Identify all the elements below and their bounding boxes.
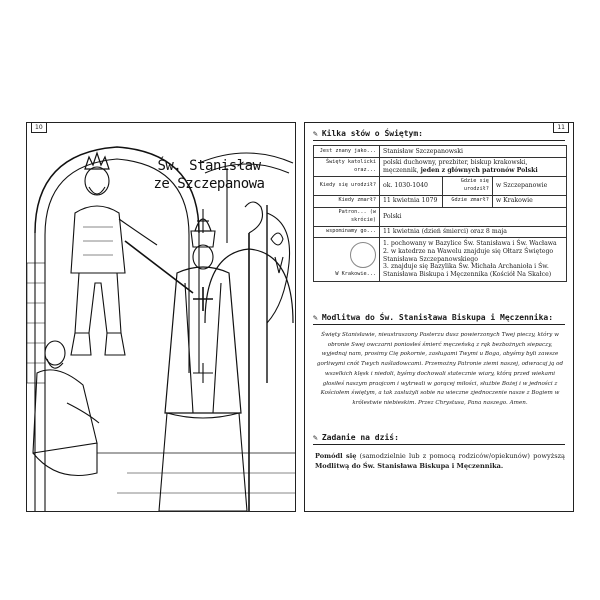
krakow-item-3: 3. znajduje się Bazylika Św. Michała Archanioła i Św. Stanisława Biskupa i Męczennika (Kościół Na Skałce) bbox=[383, 263, 552, 278]
krakow-value bbox=[380, 238, 567, 281]
krakow-item-2: 2. w katedrze na Wawelu znajduje się Ołtarz Świętego Stanisława Szczepanowskiego bbox=[383, 248, 554, 263]
remembered-label: wspominamy go... bbox=[314, 226, 380, 238]
table-row bbox=[314, 207, 567, 226]
pen-icon: ✎ bbox=[313, 433, 318, 442]
krakow-label bbox=[314, 238, 380, 281]
died-when-label: Kiedy zmarł? bbox=[314, 195, 380, 207]
saint-title-line1: Św. Stanisław bbox=[157, 158, 261, 174]
name-value: Stanisław Szczepanowski bbox=[380, 146, 567, 158]
table-row bbox=[314, 195, 567, 207]
saint-title-line2: ze Szczepanowa bbox=[153, 176, 265, 192]
krakow-label-text: W Krakowie... bbox=[335, 271, 376, 278]
catholic-label: Święty katolicki oraz... bbox=[314, 157, 380, 176]
catholic-value-text: polski duchowny, prezbiter, biskup krakowski, męczennik, bbox=[383, 159, 528, 174]
saint-title bbox=[139, 157, 279, 193]
task-bold-1: Pomódl się bbox=[315, 452, 357, 460]
table-row bbox=[314, 238, 567, 281]
name-label: Jest znany jako... bbox=[314, 146, 380, 158]
table-row bbox=[314, 226, 567, 238]
page-number-left: 10 bbox=[31, 122, 47, 133]
header-info-text: Kilka słów o Świętym: bbox=[321, 129, 423, 138]
table-row bbox=[314, 176, 567, 195]
header-info bbox=[313, 127, 565, 141]
task-body: (samodzielnie lub z pomocą rodziców/opiekunów) powyższą bbox=[356, 452, 565, 460]
prayer-text: Święty Stanisławie, nieustraszony Pasterzu dusz powierzonych Twej pieczy, który w obronie Swej owczarni poniosłeś śmierć męczeńską z rąk bezbożnych siepaczy, wyjednaj nam, prosimy Cię pokornie, zasługami Twymi u Boga, abyśmy byli zawsze gorliwymi cnót Twych naśladowcami. Przemożny Patronie ziemi naszej, odwracaj ją od wszelkich klęsk i niedoli, byśmy dochowali statecznie wiary, którą przed wiekami głosiłeś naszym praojcom i wytrwali w gorącej miłości, służbie Bożej i w jedności z Kościołem świętym, a tak zasłużyli sobie na wieczne zjednoczenie nasze z Bogiem w królestwie niebieskim. Przez Chrystusa, Pana naszego. Amen. bbox=[316, 332, 564, 406]
task-bold-2: Modlitwą do Św. Stanisława Biskupa i Męczennika. bbox=[315, 462, 504, 470]
header-prayer-text: Modlitwa do Św. Stanisława Biskupa i Męczennika: bbox=[321, 313, 554, 322]
died-when-value: 11 kwietnia 1079 bbox=[380, 195, 443, 207]
remembered-value: 11 kwietnia (dzień śmierci) oraz 8 maja bbox=[380, 226, 567, 238]
krakow-item-1: 1. pochowany w Bazylice Św. Stanisława i Św. Wacława bbox=[383, 240, 557, 248]
table-row bbox=[314, 146, 567, 158]
header-task bbox=[313, 431, 565, 445]
pen-icon: ✎ bbox=[313, 129, 318, 138]
header-task-text: Zadanie na dziś: bbox=[321, 433, 399, 442]
page-number-right: 11 bbox=[553, 122, 569, 133]
patron-value: Polski bbox=[380, 207, 567, 226]
born-when-label: Kiedy się urodził? bbox=[314, 176, 380, 195]
catholic-value bbox=[380, 157, 567, 176]
born-where-value: w Szczepanowie bbox=[492, 176, 566, 195]
stamp-icon bbox=[350, 242, 376, 268]
header-prayer bbox=[313, 311, 565, 325]
task-text bbox=[315, 451, 565, 471]
table-row bbox=[314, 157, 567, 176]
born-when-value: ok. 1030-1040 bbox=[380, 176, 443, 195]
born-where-label: Gdzie się urodził? bbox=[442, 176, 492, 195]
patron-label: Patron... (w skrócie) bbox=[314, 207, 380, 226]
right-page bbox=[304, 122, 574, 512]
died-where-label: Gdzie zmarł? bbox=[442, 195, 492, 207]
info-table bbox=[313, 145, 567, 282]
pen-icon: ✎ bbox=[313, 313, 318, 322]
left-page bbox=[26, 122, 296, 512]
died-where-value: w Krakowie bbox=[492, 195, 566, 207]
catholic-value-bold: jeden z głównych patronów Polski bbox=[420, 166, 538, 174]
